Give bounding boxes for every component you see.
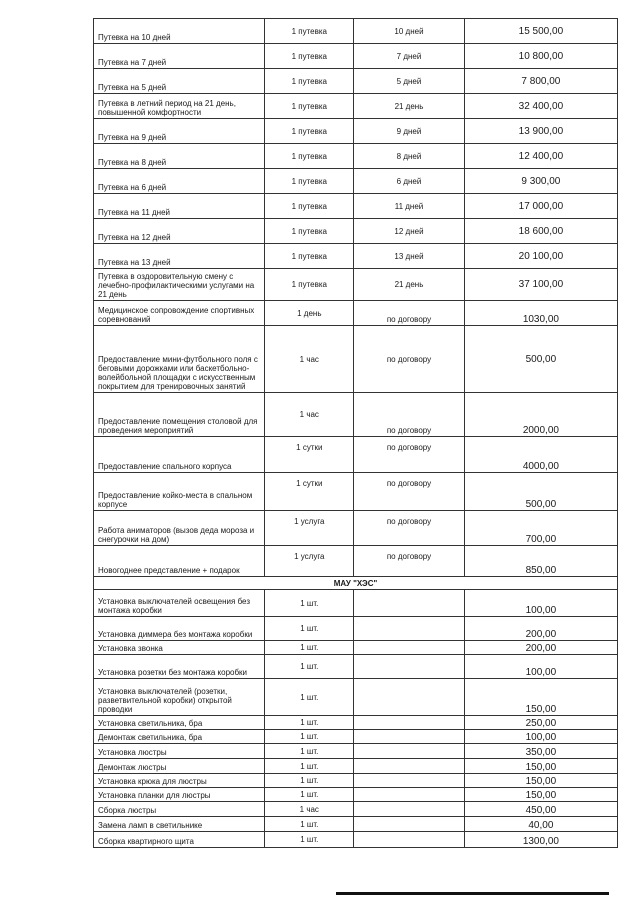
unit-cell: по договору (354, 511, 465, 546)
table-row (94, 437, 618, 473)
table-row (94, 817, 618, 832)
quantity-cell: 1 шт. (265, 641, 354, 655)
unit-cell (354, 716, 465, 730)
unit-cell: 11 дней (354, 194, 465, 219)
service-name-cell: Предоставление спального корпуса (94, 437, 265, 473)
quantity-cell: 1 шт. (265, 590, 354, 617)
quantity-cell: 1 путевка (265, 94, 354, 119)
table-row (94, 44, 618, 69)
unit-cell (354, 774, 465, 788)
price-cell: 350,00 (464, 744, 617, 759)
unit-cell: по договору (354, 326, 465, 393)
bottom-rule (336, 892, 609, 895)
unit-cell: по договору (354, 437, 465, 473)
service-name-cell: Установка выключателей (розетки, разветвительной коробки) открытой проводки (94, 679, 265, 716)
unit-cell: по договору (354, 473, 465, 511)
service-name-cell: Сборка квартирного щита (94, 832, 265, 848)
service-name-cell: Установка крюка для люстры (94, 774, 265, 788)
service-name-cell: Установка светильника, бра (94, 716, 265, 730)
price-cell: 450,00 (464, 802, 617, 817)
service-name-cell: Путевка на 6 дней (94, 169, 265, 194)
unit-cell: по договору (354, 393, 465, 437)
price-cell: 500,00 (464, 473, 617, 511)
service-name-cell: Путевка на 8 дней (94, 144, 265, 169)
table-row (94, 744, 618, 759)
table-row (94, 119, 618, 144)
quantity-cell: 1 путевка (265, 194, 354, 219)
price-list-sheet (93, 18, 618, 848)
price-cell: 100,00 (464, 655, 617, 679)
service-name-cell: Новогоднее представление + подарок (94, 546, 265, 577)
price-cell: 18 600,00 (464, 219, 617, 244)
price-cell: 13 900,00 (464, 119, 617, 144)
table-row (94, 759, 618, 774)
unit-cell (354, 730, 465, 744)
unit-cell (354, 617, 465, 641)
service-name-cell: Медицинское сопровождение спортивных соревнований (94, 301, 265, 326)
service-name-cell: Установка выключателей освещения без монтажа коробки (94, 590, 265, 617)
table-row (94, 511, 618, 546)
service-name-cell: Путевка на 13 дней (94, 244, 265, 269)
quantity-cell: 1 сутки (265, 437, 354, 473)
quantity-cell: 1 путевка (265, 219, 354, 244)
quantity-cell: 1 путевка (265, 19, 354, 44)
table-row (94, 788, 618, 802)
table-row (94, 802, 618, 817)
table-row (94, 393, 618, 437)
price-cell: 37 100,00 (464, 269, 617, 301)
section-title: МАУ "ХЭС" (94, 577, 618, 590)
unit-cell (354, 802, 465, 817)
table-row (94, 169, 618, 194)
quantity-cell: 1 путевка (265, 169, 354, 194)
service-name-cell: Замена ламп в светильнике (94, 817, 265, 832)
unit-cell: 12 дней (354, 219, 465, 244)
quantity-cell: 1 шт. (265, 730, 354, 744)
table-row (94, 326, 618, 393)
quantity-cell: 1 день (265, 301, 354, 326)
unit-cell (354, 759, 465, 774)
price-cell: 10 800,00 (464, 44, 617, 69)
unit-cell (354, 655, 465, 679)
table-row (94, 641, 618, 655)
quantity-cell: 1 путевка (265, 269, 354, 301)
service-name-cell: Установка розетки без монтажа коробки (94, 655, 265, 679)
table-row (94, 19, 618, 44)
quantity-cell: 1 шт. (265, 744, 354, 759)
table-row (94, 832, 618, 848)
price-cell: 15 500,00 (464, 19, 617, 44)
quantity-cell: 1 услуга (265, 546, 354, 577)
price-cell: 200,00 (464, 641, 617, 655)
service-name-cell: Установка планки для люстры (94, 788, 265, 802)
table-row (94, 244, 618, 269)
price-cell: 500,00 (464, 326, 617, 393)
table-row (94, 301, 618, 326)
unit-cell (354, 590, 465, 617)
quantity-cell: 1 шт. (265, 655, 354, 679)
table-row (94, 590, 618, 617)
price-cell: 1300,00 (464, 832, 617, 848)
table-row (94, 269, 618, 301)
service-name-cell: Предоставление помещения столовой для проведения мероприятий (94, 393, 265, 437)
price-cell: 850,00 (464, 546, 617, 577)
quantity-cell: 1 путевка (265, 119, 354, 144)
service-name-cell: Установка люстры (94, 744, 265, 759)
table-row (94, 194, 618, 219)
price-cell: 700,00 (464, 511, 617, 546)
price-cell: 2000,00 (464, 393, 617, 437)
quantity-cell: 1 услуга (265, 511, 354, 546)
service-name-cell: Путевка в оздоровительную смену с лечебно-профилактическими услугами на 21 день (94, 269, 265, 301)
unit-cell: по договору (354, 301, 465, 326)
price-cell: 150,00 (464, 759, 617, 774)
unit-cell (354, 744, 465, 759)
price-cell: 150,00 (464, 774, 617, 788)
table-row (94, 679, 618, 716)
service-name-cell: Установка звонка (94, 641, 265, 655)
unit-cell: 21 день (354, 269, 465, 301)
service-name-cell: Предоставление койко-места в спальном корпусе (94, 473, 265, 511)
service-name-cell: Демонтаж светильника, бра (94, 730, 265, 744)
quantity-cell: 1 путевка (265, 144, 354, 169)
service-name-cell: Путевка на 9 дней (94, 119, 265, 144)
unit-cell: 8 дней (354, 144, 465, 169)
quantity-cell: 1 путевка (265, 244, 354, 269)
price-cell: 200,00 (464, 617, 617, 641)
price-cell: 20 100,00 (464, 244, 617, 269)
service-name-cell: Путевка на 7 дней (94, 44, 265, 69)
quantity-cell: 1 сутки (265, 473, 354, 511)
table-row (94, 144, 618, 169)
price-cell: 100,00 (464, 730, 617, 744)
quantity-cell: 1 путевка (265, 69, 354, 94)
price-cell: 150,00 (464, 788, 617, 802)
table-row (94, 94, 618, 119)
table-row (94, 546, 618, 577)
unit-cell: 9 дней (354, 119, 465, 144)
unit-cell: 10 дней (354, 19, 465, 44)
quantity-cell: 1 час (265, 326, 354, 393)
quantity-cell: 1 путевка (265, 44, 354, 69)
section-row (94, 577, 618, 590)
quantity-cell: 1 шт. (265, 832, 354, 848)
price-cell: 12 400,00 (464, 144, 617, 169)
unit-cell (354, 641, 465, 655)
price-cell: 7 800,00 (464, 69, 617, 94)
unit-cell (354, 817, 465, 832)
table-row (94, 219, 618, 244)
unit-cell: по договору (354, 546, 465, 577)
service-name-cell: Путевка на 5 дней (94, 69, 265, 94)
table-row (94, 473, 618, 511)
quantity-cell: 1 шт. (265, 617, 354, 641)
price-cell: 4000,00 (464, 437, 617, 473)
table-row (94, 716, 618, 730)
unit-cell: 6 дней (354, 169, 465, 194)
price-cell: 150,00 (464, 679, 617, 716)
unit-cell (354, 788, 465, 802)
service-name-cell: Сборка люстры (94, 802, 265, 817)
price-cell: 40,00 (464, 817, 617, 832)
service-name-cell: Предоставление мини-футбольного поля с беговыми дорожками или баскетбольно-волейбольной площадки с искусственным покрытием для тренировочных занятий (94, 326, 265, 393)
price-cell: 250,00 (464, 716, 617, 730)
price-cell: 9 300,00 (464, 169, 617, 194)
service-name-cell: Путевка на 10 дней (94, 19, 265, 44)
service-name-cell: Путевка на 11 дней (94, 194, 265, 219)
unit-cell: 5 дней (354, 69, 465, 94)
quantity-cell: 1 шт. (265, 679, 354, 716)
price-cell: 32 400,00 (464, 94, 617, 119)
quantity-cell: 1 шт. (265, 759, 354, 774)
unit-cell (354, 679, 465, 716)
price-cell: 100,00 (464, 590, 617, 617)
unit-cell (354, 832, 465, 848)
service-name-cell: Путевка в летний период на 21 день, повышенной комфортности (94, 94, 265, 119)
table-row (94, 774, 618, 788)
table-row (94, 69, 618, 94)
unit-cell: 7 дней (354, 44, 465, 69)
quantity-cell: 1 шт. (265, 716, 354, 730)
price-cell: 17 000,00 (464, 194, 617, 219)
service-name-cell: Работа аниматоров (вызов деда мороза и снегурочки на дом) (94, 511, 265, 546)
unit-cell: 13 дней (354, 244, 465, 269)
quantity-cell: 1 шт. (265, 788, 354, 802)
price-cell: 1030,00 (464, 301, 617, 326)
quantity-cell: 1 шт. (265, 817, 354, 832)
price-table-body (94, 19, 618, 848)
table-row (94, 617, 618, 641)
service-name-cell: Путевка на 12 дней (94, 219, 265, 244)
quantity-cell: 1 шт. (265, 774, 354, 788)
price-table (93, 18, 618, 848)
table-row (94, 730, 618, 744)
unit-cell: 21 день (354, 94, 465, 119)
service-name-cell: Демонтаж люстры (94, 759, 265, 774)
quantity-cell: 1 час (265, 393, 354, 437)
quantity-cell: 1 час (265, 802, 354, 817)
service-name-cell: Установка диммера без монтажа коробки (94, 617, 265, 641)
table-row (94, 655, 618, 679)
